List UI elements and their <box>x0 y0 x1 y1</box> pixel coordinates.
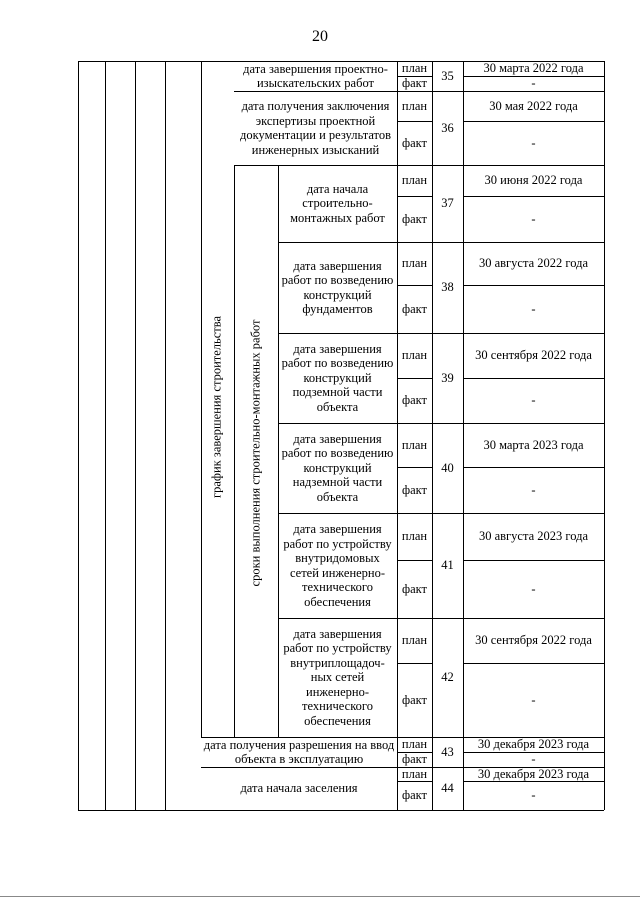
plan-label: план <box>401 61 428 76</box>
fact-value: - <box>531 692 536 707</box>
row-number: 43 <box>441 744 454 759</box>
row-number: 41 <box>441 558 454 573</box>
row-label: дата завершения проектно-изыскательских работ <box>243 61 388 90</box>
fact-value: - <box>531 76 536 91</box>
plan-label: план <box>401 633 428 648</box>
vertical-label-construction-terms: сроки выполнения строительно-монтажных работ <box>248 319 263 587</box>
fact-value: - <box>531 135 536 150</box>
plan-value: 30 марта 2022 года <box>483 61 584 76</box>
fact-label: факт <box>401 482 428 497</box>
row-number: 40 <box>441 460 454 475</box>
row-number: 38 <box>441 280 454 295</box>
row-number: 37 <box>441 196 454 211</box>
row-number: 42 <box>441 670 454 685</box>
row-label: дата завершения работ по устройству внутриплощадоч-ных сетей инженерно-технического обеспечения <box>283 626 392 728</box>
table-border <box>105 61 106 810</box>
plan-label: план <box>401 529 428 544</box>
plan-value: 30 декабря 2023 года <box>477 766 590 781</box>
plan-value: 30 мая 2022 года <box>489 98 578 113</box>
fact-value: - <box>531 301 536 316</box>
fact-label: факт <box>401 301 428 316</box>
row-number: 39 <box>441 370 454 385</box>
table-border <box>135 61 136 810</box>
fact-label: факт <box>401 788 428 803</box>
table-border <box>78 810 604 811</box>
row-label: дата начала строительно-монтажных работ <box>290 181 385 225</box>
plan-value: 30 сентября 2022 года <box>475 348 592 363</box>
plan-value: 30 августа 2022 года <box>478 256 589 271</box>
vertical-label-schedule: график завершения строительства <box>209 315 224 499</box>
table-border <box>604 61 605 810</box>
table-border <box>234 165 235 737</box>
plan-value: 30 августа 2023 года <box>478 529 589 544</box>
plan-label: план <box>401 173 428 188</box>
fact-value: - <box>531 482 536 497</box>
row-label: дата получения разрешения на ввод объекта в эксплуатацию <box>203 737 395 766</box>
plan-value: 30 декабря 2023 года <box>477 737 590 752</box>
footer-line <box>0 896 640 897</box>
fact-label: факт <box>401 752 428 767</box>
plan-label: план <box>401 437 428 452</box>
page-number: 20 <box>312 28 328 45</box>
fact-label: факт <box>401 393 428 408</box>
plan-label: план <box>401 98 428 113</box>
row-label: дата завершения работ по возведению конструкций надземной части объекта <box>281 431 394 504</box>
plan-label: план <box>401 348 428 363</box>
plan-label: план <box>401 737 428 752</box>
fact-value: - <box>531 393 536 408</box>
fact-label: факт <box>401 135 428 150</box>
fact-label: факт <box>401 692 428 707</box>
fact-value: - <box>531 788 536 803</box>
row-label: дата завершения работ по возведению конструкций фундаментов <box>281 258 394 316</box>
row-number: 35 <box>441 68 454 83</box>
table-border <box>78 61 79 810</box>
fact-label: факт <box>401 211 428 226</box>
row-label: дата завершения работ по возведению конструкций подземной части объекта <box>281 341 394 414</box>
fact-label: факт <box>401 581 428 596</box>
plan-value: 30 июня 2022 года <box>484 173 583 188</box>
plan-value: 30 сентября 2022 года <box>475 633 592 648</box>
table-border <box>165 61 166 810</box>
plan-label: план <box>401 766 428 781</box>
fact-value: - <box>531 752 536 767</box>
fact-value: - <box>531 211 536 226</box>
row-number: 44 <box>441 781 454 796</box>
table-border <box>201 61 202 737</box>
plan-label: план <box>401 256 428 271</box>
row-label: дата получения заключения экспертизы проектной документации и результатов инженерных изысканий <box>240 99 391 157</box>
fact-label: факт <box>401 76 428 91</box>
plan-value: 30 марта 2023 года <box>483 437 584 452</box>
row-number: 36 <box>441 120 454 135</box>
row-label: дата завершения работ по устройству внутридомовых сетей инженерно-технического обеспечения <box>283 522 392 609</box>
fact-value: - <box>531 581 536 596</box>
row-label: дата начала заселения <box>240 781 358 796</box>
